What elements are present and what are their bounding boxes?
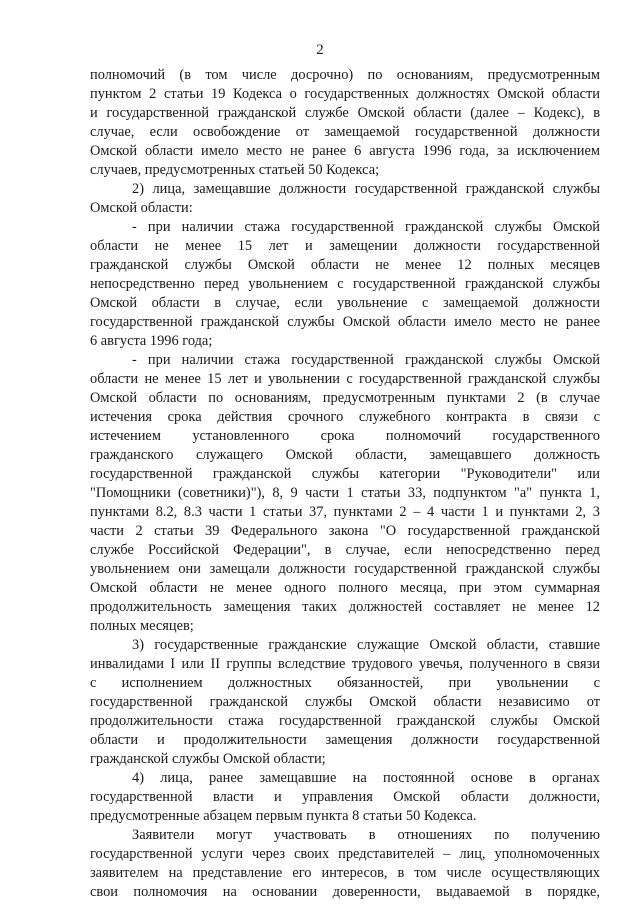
text-line: 3) государственные гражданские служащие Омской области, ставшие bbox=[132, 637, 600, 653]
text-line: пунктом 2 статьи 19 Кодекса о государственных должностях Омской области bbox=[90, 86, 600, 102]
text-line: - при наличии стажа государственной гражданской службы Омской bbox=[132, 352, 600, 368]
text-line: пунктами 8.2, 8.3 части 1 статьи 37, пунктами 2 – 4 части 1 и пунктами 2, 3 bbox=[90, 504, 600, 520]
text-line: Омской области в случае, если увольнение с замещаемой должности bbox=[90, 295, 600, 311]
text-line: области не менее 15 лет и замещении должности государственной bbox=[90, 238, 600, 254]
text-line: полных месяцев; bbox=[90, 618, 194, 634]
text-line: гражданской службы Омской области; bbox=[90, 751, 326, 767]
text-line: 4) лица, ранее замещавшие на постоянной основе в органах bbox=[132, 770, 600, 786]
text-line: гражданской службы Омской области не менее 12 полных месяцев bbox=[90, 257, 600, 273]
text-line: 2) лица, замещавшие должности государственной гражданской службы bbox=[132, 181, 600, 197]
text-line: Омской области по основаниям, предусмотренным пунктами 2 (в случае bbox=[90, 390, 600, 406]
text-line: продолжительность замещения таких должностей составляет не менее 12 bbox=[90, 599, 600, 615]
text-line: с исполнением должностных обязанностей, при увольнении с bbox=[90, 675, 600, 691]
text-line: Омской области: bbox=[90, 200, 193, 216]
text-line: увольнением они замещали должности государственной гражданской службы bbox=[90, 561, 600, 577]
text-line: предусмотренные абзацем первым пункта 8 статьи 50 Кодекса. bbox=[90, 808, 477, 824]
text-line: государственной гражданской службы категории "Руководители" или bbox=[90, 466, 600, 482]
text-line: государственной гражданской службы Омской области имело место не ранее bbox=[90, 314, 600, 330]
text-line: государственной власти и управления Омской области должности, bbox=[90, 789, 600, 805]
text-line: Заявители могут участвовать в отношениях по получению bbox=[132, 827, 600, 843]
text-line: непосредственно перед увольнением с государственной гражданской службы bbox=[90, 276, 600, 292]
text-line: - при наличии стажа государственной гражданской службы Омской bbox=[132, 219, 600, 235]
document-body bbox=[90, 66, 600, 902]
text-line: и государственной гражданской службе Омской области (далее – Кодекс), в bbox=[90, 105, 600, 121]
text-line: гражданского служащего Омской области, замещавшего должность bbox=[90, 447, 600, 463]
text-line: "Помощники (советники)"), 8, 9 части 1 статьи 33, подпунктом "а" пункта 1, bbox=[90, 485, 600, 501]
text-line: государственной услуги через своих представителей – лиц, уполномоченных bbox=[90, 846, 600, 862]
text-line: истечением установленного срока полномочий государственного bbox=[90, 428, 600, 444]
text-line: области и продолжительности замещения должности государственной bbox=[90, 732, 600, 748]
text-line: Омской области не менее одного полного месяца, при этом суммарная bbox=[90, 580, 600, 596]
page-number: 2 bbox=[316, 42, 324, 58]
text-line: продолжительности стажа государственной гражданской службы Омской bbox=[90, 713, 600, 729]
text-line: области не менее 15 лет и увольнении с государственной гражданской службы bbox=[90, 371, 600, 387]
text-line: инвалидами I или II группы вследствие трудового увечья, полученного в связи bbox=[90, 656, 600, 672]
text-line: истечения срока действия срочного служебного контракта в связи с bbox=[90, 409, 600, 425]
text-line: части 2 статьи 39 Федерального закона "О государственной гражданской bbox=[90, 523, 600, 539]
text-line: случае, если освобождение от замещаемой государственной должности bbox=[90, 124, 600, 140]
text-line: службе Российской Федерации", в случае, если непосредственно перед bbox=[90, 542, 600, 558]
text-line: заявителем на представление его интересов, в том числе осуществляющих bbox=[90, 865, 600, 881]
text-line: 6 августа 1996 года; bbox=[90, 333, 213, 349]
text-line: Омской области имело место не ранее 6 августа 1996 года, за исключением bbox=[90, 143, 600, 159]
text-line: полномочий (в том числе досрочно) по основаниям, предусмотренным bbox=[90, 67, 600, 83]
text-line: государственной гражданской службы Омской области независимо от bbox=[90, 694, 600, 710]
text-line: случаев, предусмотренных статьей 50 Кодекса; bbox=[90, 162, 380, 178]
text-line: свои полномочия на основании доверенности, выдаваемой в порядке, bbox=[90, 884, 600, 900]
